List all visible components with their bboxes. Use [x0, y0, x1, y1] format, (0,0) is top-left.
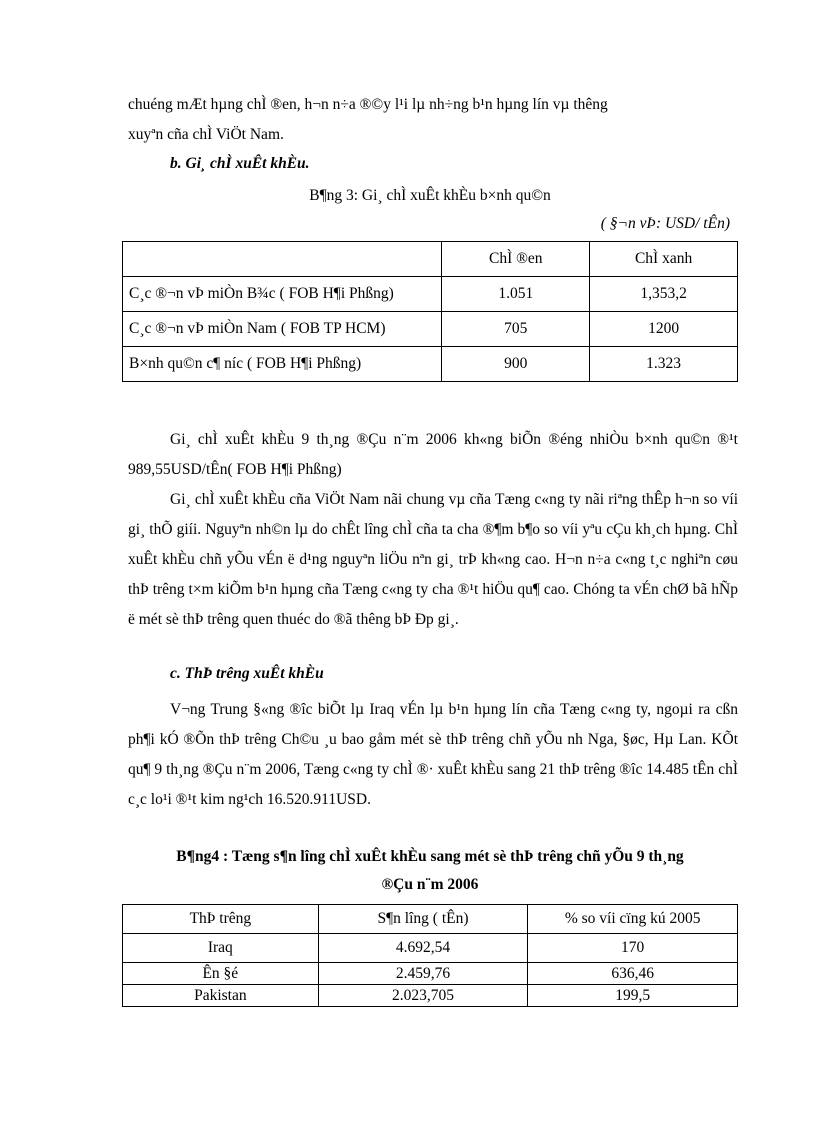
table-row: [123, 347, 738, 382]
table-cell: Iraq: [123, 934, 319, 963]
table-cell: Pakistan: [123, 985, 319, 1007]
table4-title-line-2: ®Çu n¨m 2006: [381, 876, 479, 893]
paragraph-price-9-months: Gi¸ chÌ xuÊt khÈu 9 th¸ng ®Çu n¨m 2006 kh«ng biÕn ®éng nhiÒu b×nh qu©n ®¹t 989,55USD/tÊn( FOB H¶i Phßng): [128, 431, 738, 478]
table-cell: 2.459,76: [318, 963, 528, 985]
table-3: [122, 241, 738, 382]
table-row: [123, 312, 738, 347]
table-cell: 170: [528, 934, 738, 963]
table3-unit: ( §¬n vÞ: USD/ tÊn): [600, 215, 730, 232]
table-row: [123, 985, 738, 1007]
table-header-cell: % so víi cïng kú 2005: [528, 905, 738, 934]
table-row: [123, 934, 738, 963]
table-cell: B×nh qu©n c¶ níc ( FOB H¶i Phßng): [123, 347, 442, 382]
table-row: [123, 963, 738, 985]
table-cell: C¸c ®¬n vÞ miÒn Nam ( FOB TP HCM): [123, 312, 442, 347]
paragraph-markets: V¬ng Trung §«ng ®îc biÕt lµ Iraq vÉn lµ b¹n hµng lín cña Tæng c«ng ty, ngoµi ra cßn ph¶i kÓ ®Õn thÞ trêng Ch©u ¸u bao gåm mét sè thÞ trêng chñ yÕu nh Nga, §øc, Hµ Lan. KÕt qu¶ 9 th¸ng ®Çu n¨m 2006, Tæng c«ng ty chÌ ®· xuÊt khÈu sang 21 thÞ trêng ®îc 14.485 tÊn chÌ c¸c lo¹i ®¹t kim ng¹ch 16.520.911USD.: [128, 701, 738, 808]
table-cell: 1,353,2: [590, 277, 738, 312]
table-header-cell: ChÌ xanh: [590, 242, 738, 277]
table-cell: 1200: [590, 312, 738, 347]
table-cell: 199,5: [528, 985, 738, 1007]
table-cell: Ên §é: [123, 963, 319, 985]
table-cell: 2.023,705: [318, 985, 528, 1007]
intro-line-1: chuéng mÆt hµng chÌ ®en, h¬n n÷a ®©y l¹i lµ nh÷ng b¹n hµng lín vµ thêng: [128, 96, 608, 113]
paragraph-price-comparison: Gi¸ chÌ xuÊt khÈu cña ViÖt Nam nãi chung vµ cña Tæng c«ng ty nãi riªng thÊp h¬n so víi gi¸ thÕ giíi. Nguyªn nh©n lµ do chÊt lîng chÌ cña ta cha ®¶m b¶o so víi yªu cÇu kh¸ch hµng. ChÌ xuÊt khÈu chñ yÕu vÉn ë d¹ng nguyªn liÖu nªn gi¸ trÞ kh«ng cao. H¬n n÷a c«ng t¸c nghiªn cøu thÞ trêng t×m kiÕm b¹n hµng cña Tæng c«ng ty cha ®¹t hiÖu qu¶ cao. Chóng ta vÉn chØ bã hÑp ë mét sè thÞ trêng quen thuéc do ®ã thêng bÞ Ðp gi¸.: [128, 491, 738, 628]
section-b-heading: b. Gi¸ chÌ xuÊt khÈu.: [170, 155, 310, 172]
table-cell: 4.692,54: [318, 934, 528, 963]
table-cell: C¸c ®¬n vÞ miÒn B¾c ( FOB H¶i Phßng): [123, 277, 442, 312]
table4-title-line-1: B¶ng4 : Tæng s¶n lîng chÌ xuÊt khÈu sang mét sè thÞ trêng chñ yÕu 9 th¸ng: [176, 848, 684, 865]
table-header-cell: S¶n lîng ( tÊn): [318, 905, 528, 934]
intro-line-2: xuyªn cña chÌ ViÖt Nam.: [128, 126, 284, 143]
table-cell: 1.051: [442, 277, 590, 312]
table-cell: 1.323: [590, 347, 738, 382]
table-cell: 705: [442, 312, 590, 347]
table-cell: 900: [442, 347, 590, 382]
table-cell: 636,46: [528, 963, 738, 985]
section-c-heading: c. ThÞ trêng xuÊt khÈu: [170, 665, 324, 682]
table-header-cell: ThÞ trêng: [123, 905, 319, 934]
table-header-cell: [123, 242, 442, 277]
table-row: [123, 277, 738, 312]
table-4: [122, 904, 738, 1007]
table-header-row: [123, 242, 738, 277]
table3-title: B¶ng 3: Gi¸ chÌ xuÊt khÈu b×nh qu©n: [309, 187, 551, 204]
table-header-row: [123, 905, 738, 934]
table-header-cell: ChÌ ®en: [442, 242, 590, 277]
